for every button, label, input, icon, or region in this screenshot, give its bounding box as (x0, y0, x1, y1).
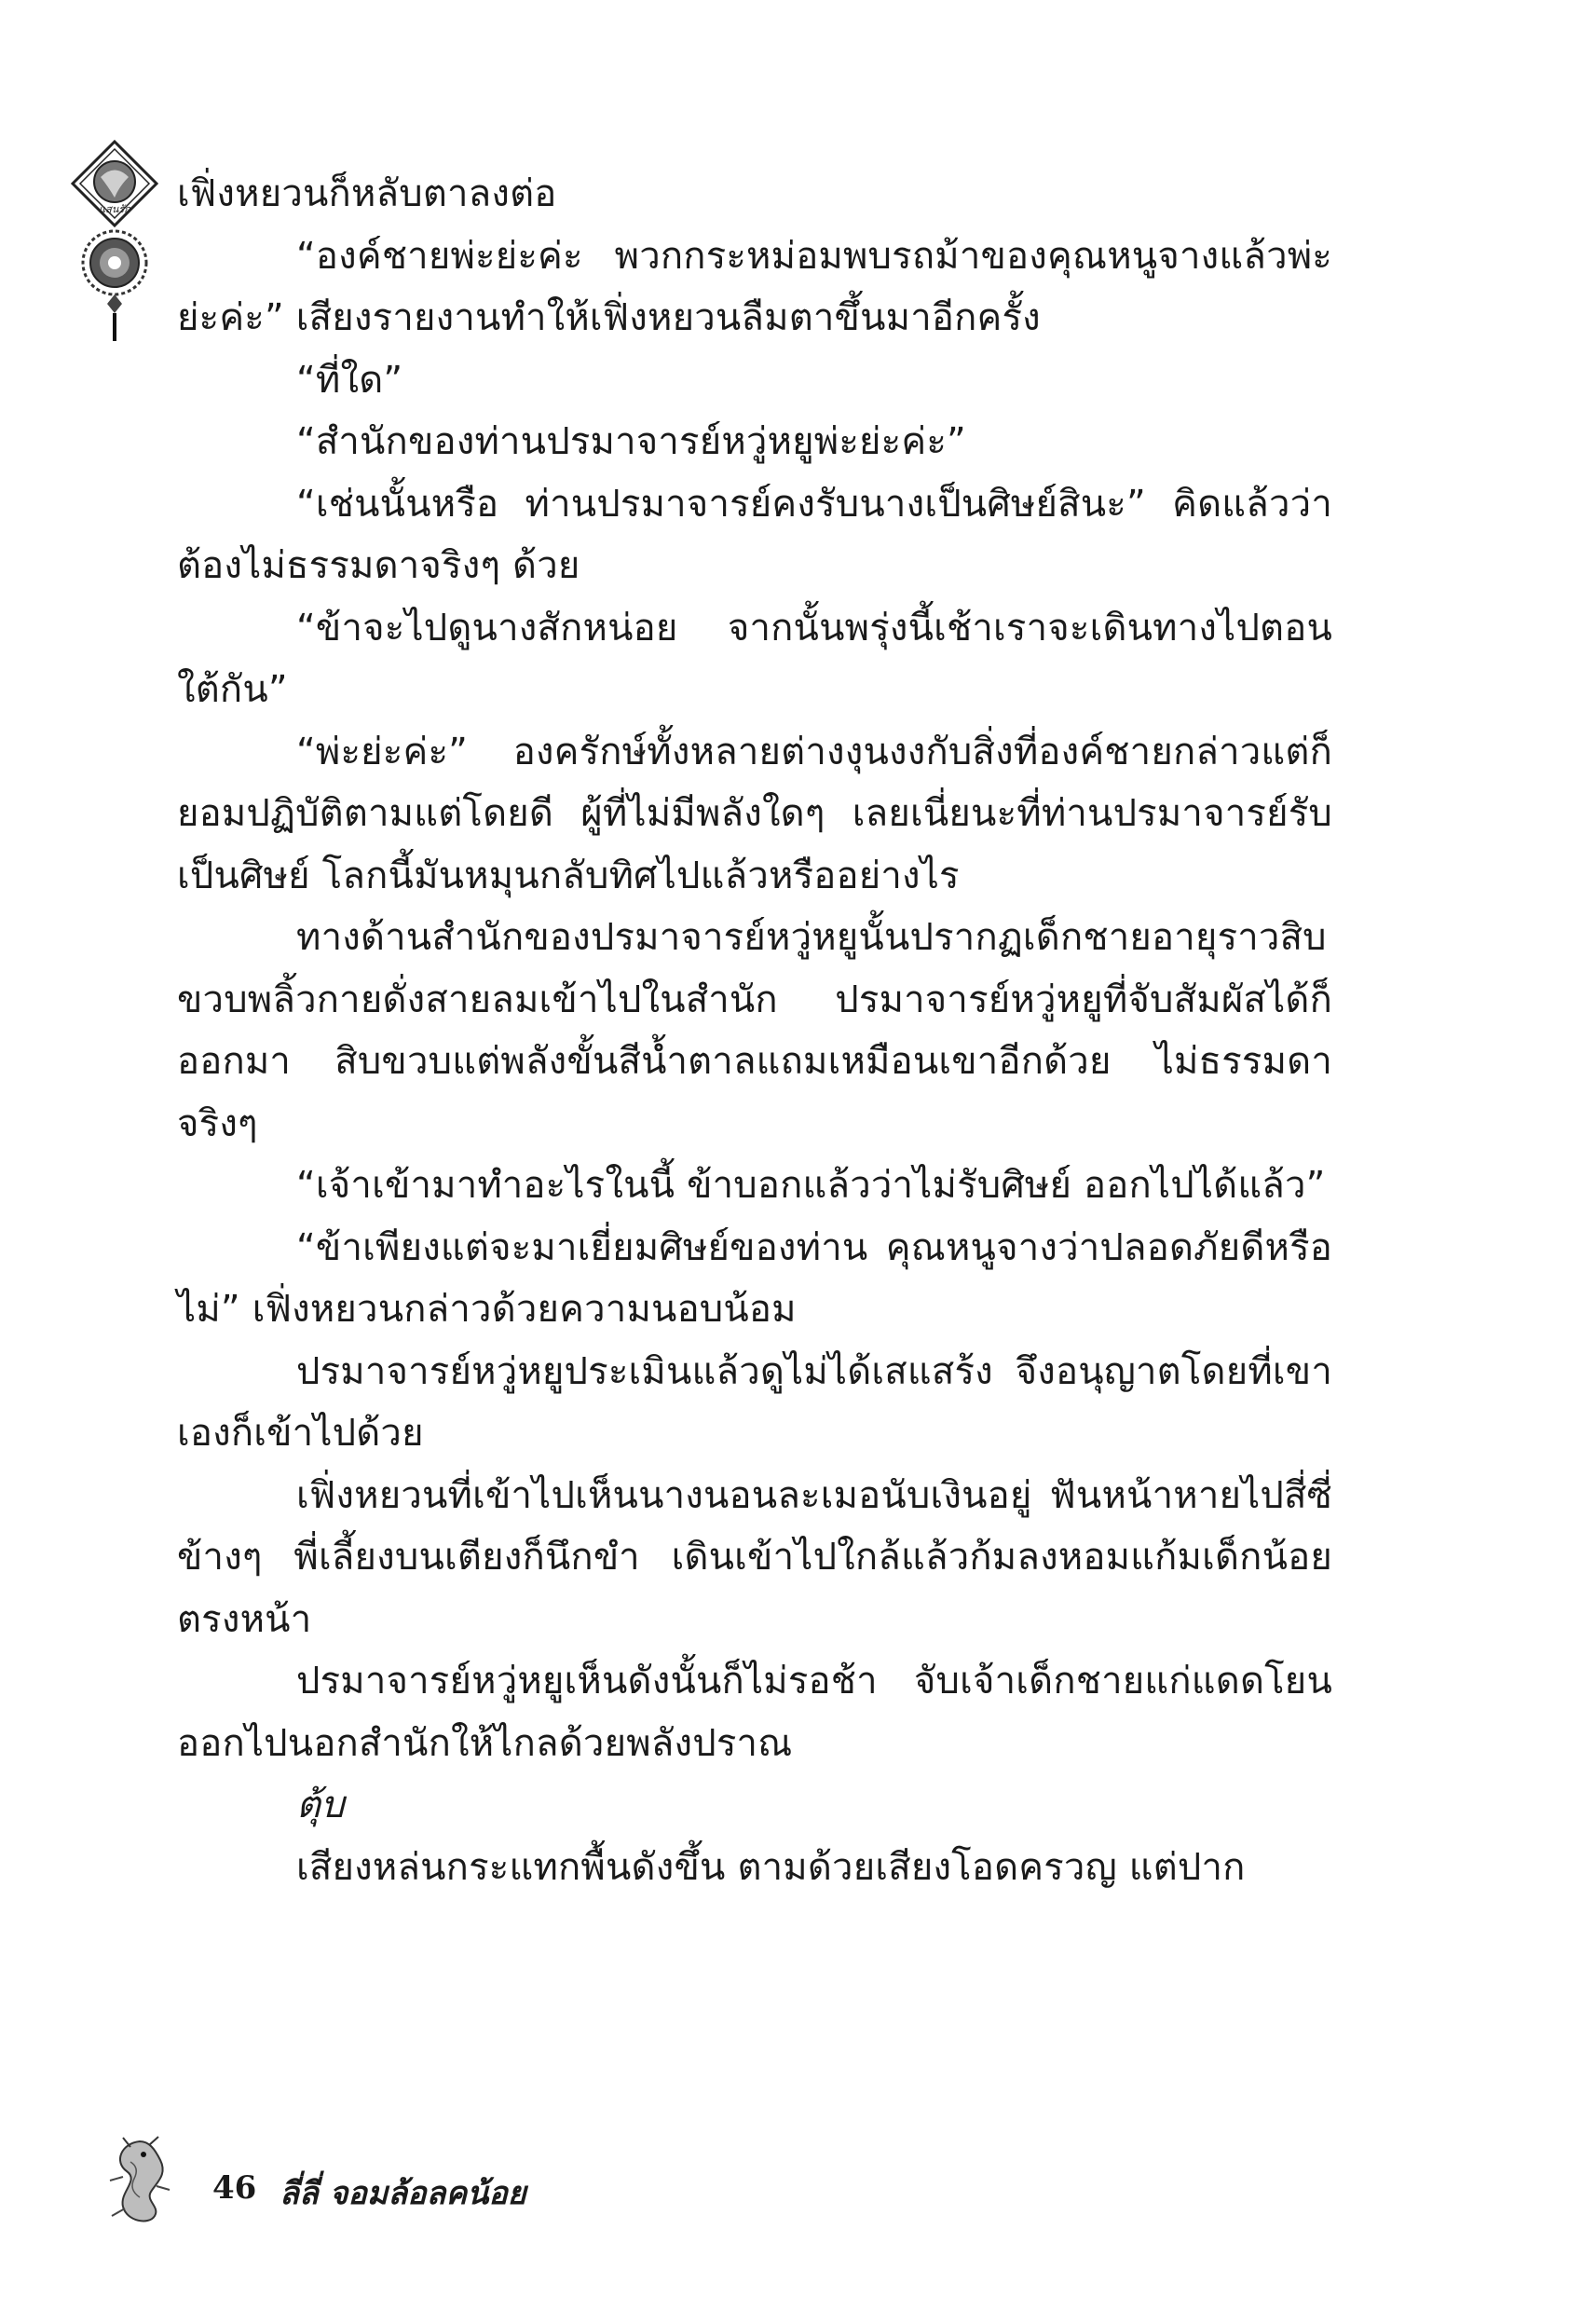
ornament-emblem (63, 140, 166, 345)
paragraph-2: “องค์ชายพ่ะย่ะค่ะ พวกกระหม่อมพบรถม้าของคุณหนูจางแล้วพ่ะย่ะค่ะ” เสียงรายงานทำให้เฟิ่งหยวนลืมตาขึ้นมาอีกครั้ง (177, 234, 1332, 339)
book-title: ลี่ลี่ จอมล้อลคน้อย (280, 2175, 526, 2212)
paragraph-14: ตุ้บ (296, 1784, 345, 1826)
ornament-label: แสนรัก (99, 203, 130, 215)
paragraph-3: “ที่ใด” (296, 358, 403, 402)
page-footer (102, 2134, 755, 2236)
paragraph-8: ทางด้านสำนักของปรมาจารย์หวู่หยูนั้นปรากฏเด็กชายอายุราวสิบขวบพลิ้วกายดั่งสายลมเข้าไปในสำนัก ปรมาจารย์หวู่หยูที่จับสัมผัสได้ก็ออกมา สิบขวบแต่พลังขั้นสีน้ำตาลแถมเหมือนเขาอีกด้วย ไม่ธรรมดาจริงๆ (177, 916, 1332, 1145)
paragraph-1: เฟิ่งหยวนก็หลับตาลงต่อ (177, 172, 557, 215)
dragon-icon (102, 2134, 177, 2236)
paragraph-12: เฟิ่งหยวนที่เข้าไปเห็นนางนอนละเมอนับเงินอยู่ ฟันหน้าหายไปสี่ซี่ ข้างๆ พี่เลี้ยงบนเตียงก็นึกขำ เดินเข้าไปใกล้แล้วก้มลงหอมแก้มเด็กน้อยตรงหน้า (177, 1473, 1332, 1641)
emblem-icon (63, 140, 166, 345)
paragraph-7: “พ่ะย่ะค่ะ” องครักษ์ทั้งหลายต่างงุนงงกับสิ่งที่องค์ชายกล่าวแต่ก็ยอมปฏิบัติตามแต่โดยดี ผู้ที่ไม่มีพลังใดๆ เลยเนี่ยนะที่ท่านปรมาจารย์รับเป็นศิษย์ โลกนี้มันหมุนกลับทิศไปแล้วหรืออย่างไร (177, 730, 1332, 897)
chapter-body (177, 163, 1332, 1898)
page-number: 46 (212, 2169, 257, 2207)
paragraph-5: “เช่นนั้นหรือ ท่านปรมาจารย์คงรับนางเป็นศิษย์สินะ” คิดแล้วว่าต้องไม่ธรรมดาจริงๆ ด้วย (177, 482, 1332, 587)
paragraph-13: ปรมาจารย์หวู่หยูเห็นดังนั้นก็ไม่รอช้า จับเจ้าเด็กชายแก่แดดโยนออกไปนอกสำนักให้ไกลด้วยพลังปราณ (177, 1660, 1332, 1765)
paragraph-10: “ข้าเพียงแต่จะมาเยี่ยมศิษย์ของท่าน คุณหนูจางว่าปลอดภัยดีหรือไม่” เฟิ่งหยวนกล่าวด้วยความนอบน้อม (177, 1225, 1332, 1331)
paragraph-6: “ข้าจะไปดูนางสักหน่อย จากนั้นพรุ่งนี้เช้าเราจะเดินทางไปตอนใต้กัน” (177, 606, 1332, 711)
paragraph-4: “สำนักของท่านปรมาจารย์หวู่หยูพ่ะย่ะค่ะ” (296, 420, 966, 463)
paragraph-9: “เจ้าเข้ามาทำอะไรในนี้ ข้าบอกแล้วว่าไม่รับศิษย์ ออกไปได้แล้ว” (296, 1164, 1326, 1207)
paragraph-15: เสียงหล่นกระแทกพื้นดังขึ้น ตามด้วยเสียงโอดครวญ แต่ปาก (296, 1845, 1246, 1889)
paragraph-11: ปรมาจารย์หวู่หยูประเมินแล้วดูไม่ได้เสแสร้ง จึงอนุญาตโดยที่เขาเองก็เข้าไปด้วย (177, 1349, 1332, 1455)
